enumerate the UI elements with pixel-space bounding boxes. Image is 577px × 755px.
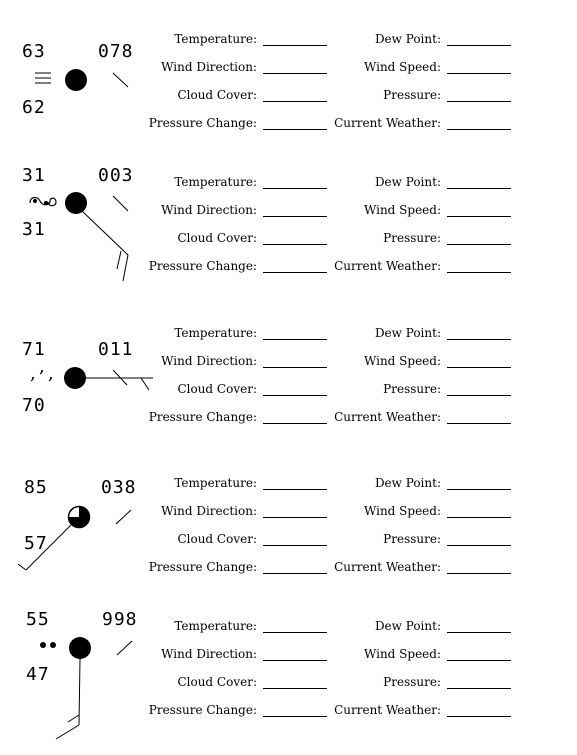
dew-point-blank[interactable] — [447, 339, 511, 340]
pressure-change-blank[interactable] — [263, 716, 327, 717]
wind-barb-icon — [86, 370, 153, 390]
pressure-tendency-icon — [117, 641, 132, 655]
cloud-cover-label: Cloud Cover: — [177, 675, 257, 689]
pressure-change-blank[interactable] — [263, 573, 327, 574]
station-plot-3 — [0, 322, 577, 462]
pressure-tendency-icon — [113, 73, 128, 87]
wind-speed-blank[interactable] — [447, 216, 511, 217]
pressure-label: Pressure: — [383, 382, 441, 396]
wind-barb-icon — [56, 659, 80, 739]
pressure-change-label: Pressure Change: — [148, 560, 257, 574]
pressure-blank[interactable] — [447, 101, 511, 102]
dew-point-value: 31 — [22, 219, 46, 240]
temperature-label: Temperature: — [174, 175, 257, 189]
station-model-4 — [0, 472, 160, 612]
pressure-change-blank[interactable] — [263, 423, 327, 424]
temperature-blank[interactable] — [263, 339, 327, 340]
station-symbol-2 — [0, 171, 160, 311]
pressure-change-label: Pressure Change: — [148, 259, 257, 273]
temperature-blank[interactable] — [263, 489, 327, 490]
pressure-change-label: Pressure Change: — [148, 116, 257, 130]
dew-point-label: Dew Point: — [374, 175, 441, 189]
dew-point-blank[interactable] — [447, 45, 511, 46]
cloud-cover-blank[interactable] — [263, 545, 327, 546]
wind-direction-label: Wind Direction: — [161, 504, 257, 518]
station-plot-2 — [0, 165, 577, 311]
temperature-blank[interactable] — [263, 45, 327, 46]
pressure-blank[interactable] — [447, 395, 511, 396]
current-weather-blank[interactable] — [447, 272, 511, 273]
dew-point-value: 47 — [26, 664, 50, 685]
cloud-cover-overcast-icon — [65, 69, 87, 91]
wind-speed-blank[interactable] — [447, 517, 511, 518]
wind-speed-label: Wind Speed: — [363, 60, 441, 74]
temperature-blank[interactable] — [263, 632, 327, 633]
freezing-rain-weather-icon — [30, 197, 56, 205]
dew-point-blank[interactable] — [447, 632, 511, 633]
wind-speed-label: Wind Speed: — [363, 354, 441, 368]
svg-text:,: , — [39, 356, 45, 377]
cloud-cover-blank[interactable] — [263, 688, 327, 689]
pressure-blank[interactable] — [447, 688, 511, 689]
cloud-cover-overcast-icon — [65, 192, 87, 214]
temperature-value: 63 — [22, 41, 46, 62]
svg-text:,: , — [48, 363, 54, 384]
wind-direction-label: Wind Direction: — [161, 647, 257, 661]
wind-direction-label: Wind Direction: — [161, 203, 257, 217]
wind-speed-label: Wind Speed: — [363, 504, 441, 518]
rain-weather-icon — [40, 642, 56, 648]
wind-direction-blank[interactable] — [263, 517, 327, 518]
temperature-value: 31 — [22, 165, 46, 186]
temperature-label: Temperature: — [174, 476, 257, 490]
pressure-change-blank[interactable] — [263, 129, 327, 130]
station-plot-1 — [0, 28, 577, 168]
cloud-cover-label: Cloud Cover: — [177, 382, 257, 396]
pressure-value: 003 — [98, 165, 134, 186]
station-plot-5 — [0, 609, 577, 755]
current-weather-label: Current Weather: — [334, 410, 441, 424]
pressure-tendency-icon — [113, 196, 128, 211]
current-weather-label: Current Weather: — [334, 703, 441, 717]
pressure-tendency-icon — [116, 510, 131, 524]
current-weather-label: Current Weather: — [334, 560, 441, 574]
temperature-blank[interactable] — [263, 188, 327, 189]
current-weather-blank[interactable] — [447, 423, 511, 424]
dew-point-value: 70 — [22, 395, 46, 416]
drizzle-weather-icon — [30, 356, 54, 384]
temperature-label: Temperature: — [174, 32, 257, 46]
pressure-value: 011 — [98, 339, 134, 360]
current-weather-label: Current Weather: — [334, 259, 441, 273]
pressure-change-label: Pressure Change: — [148, 703, 257, 717]
cloud-cover-overcast-icon — [64, 367, 86, 389]
cloud-cover-blank[interactable] — [263, 395, 327, 396]
station-model-2 — [0, 165, 160, 311]
wind-speed-blank[interactable] — [447, 367, 511, 368]
wind-direction-blank[interactable] — [263, 367, 327, 368]
dew-point-label: Dew Point: — [374, 326, 441, 340]
temperature-value: 85 — [24, 477, 48, 498]
fog-weather-icon — [35, 73, 51, 83]
station-plot-4 — [0, 472, 577, 612]
pressure-value: 038 — [101, 477, 137, 498]
wind-speed-blank[interactable] — [447, 660, 511, 661]
cloud-cover-label: Cloud Cover: — [177, 88, 257, 102]
dew-point-value: 57 — [24, 533, 48, 554]
dew-point-value: 62 — [22, 97, 46, 118]
wind-direction-blank[interactable] — [263, 73, 327, 74]
station-model-1 — [0, 28, 160, 168]
dew-point-blank[interactable] — [447, 489, 511, 490]
dew-point-label: Dew Point: — [374, 619, 441, 633]
wind-speed-label: Wind Speed: — [363, 647, 441, 661]
pressure-label: Pressure: — [383, 231, 441, 245]
temperature-value: 55 — [26, 609, 50, 630]
current-weather-blank[interactable] — [447, 129, 511, 130]
dew-point-blank[interactable] — [447, 188, 511, 189]
current-weather-blank[interactable] — [447, 573, 511, 574]
dew-point-label: Dew Point: — [374, 476, 441, 490]
cloud-cover-label: Cloud Cover: — [177, 532, 257, 546]
cloud-cover-blank[interactable] — [263, 101, 327, 102]
current-weather-label: Current Weather: — [334, 116, 441, 130]
station-model-3 — [0, 322, 160, 462]
pressure-label: Pressure: — [383, 532, 441, 546]
wind-direction-label: Wind Direction: — [161, 354, 257, 368]
wind-barb-icon — [82, 211, 128, 281]
pressure-label: Pressure: — [383, 675, 441, 689]
wind-direction-blank[interactable] — [263, 216, 327, 217]
wind-speed-blank[interactable] — [447, 73, 511, 74]
pressure-change-blank[interactable] — [263, 272, 327, 273]
wind-speed-label: Wind Speed: — [363, 203, 441, 217]
dew-point-label: Dew Point: — [374, 32, 441, 46]
temperature-label: Temperature: — [174, 619, 257, 633]
pressure-value: 998 — [102, 609, 138, 630]
station-symbol-5 — [0, 615, 160, 755]
pressure-change-label: Pressure Change: — [148, 410, 257, 424]
current-weather-blank[interactable] — [447, 716, 511, 717]
cloud-cover-blank[interactable] — [263, 244, 327, 245]
pressure-label: Pressure: — [383, 88, 441, 102]
cloud-cover-overcast-icon — [69, 637, 91, 659]
wind-direction-blank[interactable] — [263, 660, 327, 661]
temperature-value: 71 — [22, 339, 46, 360]
wind-direction-label: Wind Direction: — [161, 60, 257, 74]
pressure-blank[interactable] — [447, 244, 511, 245]
temperature-label: Temperature: — [174, 326, 257, 340]
pressure-blank[interactable] — [447, 545, 511, 546]
svg-text:,: , — [30, 363, 36, 384]
pressure-value: 078 — [98, 41, 134, 62]
cloud-cover-label: Cloud Cover: — [177, 231, 257, 245]
station-model-5 — [0, 609, 160, 755]
